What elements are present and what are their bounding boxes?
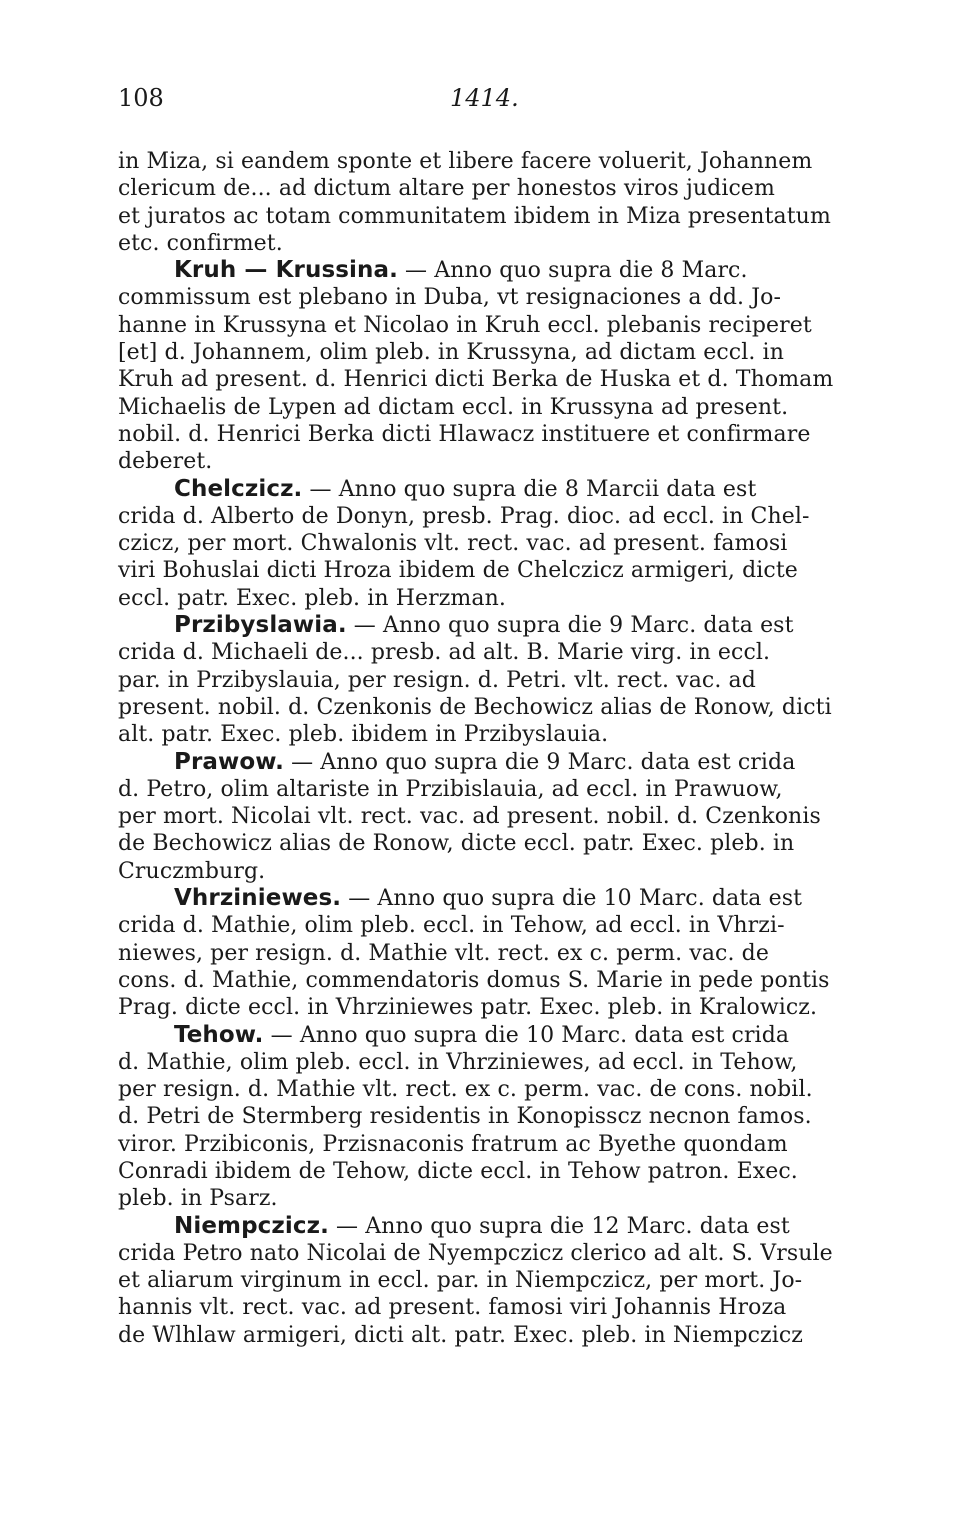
text-line [118,1322,830,1349]
text-line [118,585,830,612]
text-line [118,858,830,885]
line-text: et aliarum virginum in eccl. par. in Niempczicz, per mort. Jo- [118,1268,803,1294]
line-text: pleb. in Psarz. [118,1186,278,1212]
entry-heading-line [118,257,830,284]
entry-heading-line [118,749,830,776]
place-name-heading: Vhrziniewes. [174,885,342,912]
line-text: niewes, per resign. d. Mathie vlt. rect. ex c. perm. vac. de [118,940,769,966]
running-title-year: 1414. [450,84,519,112]
entry-heading-line [118,885,830,912]
text-line [118,1076,830,1103]
text-line [118,967,830,994]
text-line [118,694,830,721]
line-text: per mort. Nicolai vlt. rect. vac. ad present. nobil. d. Czenkonis [118,804,821,830]
line-text: Michaelis de Lypen ad dictam eccl. in Krussyna ad present. [118,394,789,420]
text-line [118,530,830,557]
entry-heading-line [118,612,830,639]
line-text: Kruh ad present. d. Henrici dicti Berka de Huska et d. Thomam [118,367,834,393]
line-text: — Anno quo supra die 9 Marc. data est crida [283,749,796,775]
text-line [118,776,830,803]
text-line [118,394,830,421]
text-line [118,721,830,748]
text-line [118,366,834,393]
line-text: czicz, per mort. Chwalonis vlt. rect. vac. ad present. famosi [118,531,788,557]
text-line [118,940,830,967]
text-line [118,1049,830,1076]
place-name-heading: Kruh — Krussina. [174,257,398,284]
line-text: d. Petro, olim altariste in Przibislauia, ad eccl. in Prawuow, [118,776,783,802]
line-text: cons. d. Mathie, commendatoris domus S. Marie in pede pontis [118,967,830,993]
line-text: d. Mathie, olim pleb. eccl. in Vhrziniewes, ad eccl. in Tehow, [118,1049,798,1075]
line-text: [et] d. Johannem, olim pleb. in Krussyna, ad dictam eccl. in [118,340,784,366]
line-text: — Anno quo supra die 10 Marc. data est crida [263,1022,790,1048]
line-text: crida Petro nato Nicolai de Nyempczicz clerico ad alt. S. Vrsule [118,1240,833,1266]
place-name-heading: Chelczicz. [174,475,303,502]
line-text: crida d. Mathie, olim pleb. eccl. in Tehow, ad eccl. in Vhrzi- [118,913,785,939]
line-text: commissum est plebano in Duba, vt resignaciones a dd. Jo- [118,285,782,311]
line-text: — Anno quo supra die 8 Marcii data est [302,476,757,502]
text-line [118,1240,833,1267]
text-line [118,830,830,857]
line-text: — Anno quo supra die 12 Marc. data est [328,1213,790,1239]
text-line [118,1294,830,1321]
line-text: — Anno quo supra die 8 Marc. [397,258,748,284]
line-text: Conradi ibidem de Tehow, dicte eccl. in Tehow patron. Exec. [118,1158,798,1184]
line-text: crida d. Alberto de Donyn, presb. Prag. dioc. ad eccl. in Chel- [118,503,810,529]
line-text: in Miza, si eandem sponte et libere facere voluerit, Johannem [118,149,813,174]
line-text: Prag. dicte eccl. in Vhrziniewes patr. Exec. pleb. in Kralowicz. [118,995,818,1021]
text-line [118,1185,830,1212]
text-line [118,503,830,530]
line-text: — Anno quo supra die 9 Marc. data est [346,613,794,639]
text-line [118,421,830,448]
line-text: per resign. d. Mathie vlt. rect. ex c. perm. vac. de cons. nobil. [118,1077,813,1103]
line-text: viri Bohuslai dicti Hroza ibidem de Chelczicz armigeri, dicte [118,558,798,584]
line-text: hannis vlt. rect. vac. ad present. famosi viri Johannis Hroza [118,1295,787,1321]
line-text: viror. Przibiconis, Przisnaconis fratrum ac Byethe quondam [118,1131,788,1157]
page-header [118,84,838,120]
text-line [118,639,830,666]
line-text: Cruczmburg. [118,858,266,884]
text-line [118,448,830,475]
entry-heading-line [118,1022,830,1049]
line-text: crida d. Michaeli de... presb. ad alt. B. Marie virg. in eccl. [118,640,771,666]
line-text: de Wlhlaw armigeri, dicti alt. patr. Exec. pleb. in Niempczicz [118,1322,803,1348]
place-name-heading: Przibyslawia. [174,612,347,639]
line-text: — Anno quo supra die 10 Marc. data est [341,886,803,912]
line-text: par. in Przibyslauia, per resign. d. Petri. vlt. rect. vac. ad [118,667,756,693]
text-line [118,230,830,257]
text-line [118,284,830,311]
text-line [118,148,830,175]
text-line [118,312,830,339]
text-line [118,175,830,202]
line-text: nobil. d. Henrici Berka dicti Hlawacz instituere et confirmare [118,421,811,447]
text-line [118,912,830,939]
text-line [118,803,830,830]
place-name-heading: Tehow. [174,1021,264,1048]
body-text [118,148,834,1349]
line-text: etc. confirmet. [118,230,283,256]
line-text: present. nobil. d. Czenkonis de Bechowicz alias de Ronow, dicti [118,694,832,720]
text-line [118,667,830,694]
line-text: d. Petri de Stermberg residentis in Konopisscz necnon famos. [118,1104,812,1130]
text-line [118,1131,830,1158]
line-text: deberet. [118,449,213,475]
entry-heading-line [118,1213,830,1240]
text-line [118,1267,830,1294]
line-text: de Bechowicz alias de Ronow, dicte eccl. patr. Exec. pleb. in [118,831,795,857]
line-text: hanne in Krussyna et Nicolao in Kruh eccl. plebanis reciperet [118,312,812,338]
entry-heading-line [118,476,830,503]
line-text: et juratos ac totam communitatem ibidem in Miza presentatum [118,203,831,229]
line-text: alt. patr. Exec. pleb. ibidem in Przibyslauia. [118,722,609,748]
text-line [118,1103,830,1130]
text-line [118,994,830,1021]
text-line [118,339,830,366]
text-line [118,557,830,584]
line-text: eccl. patr. Exec. pleb. in Herzman. [118,585,506,611]
place-name-heading: Niempczicz. [174,1212,329,1239]
page-number: 108 [118,84,164,112]
text-line [118,1158,830,1185]
place-name-heading: Prawow. [174,748,284,775]
line-text: clericum de... ad dictum altare per honestos viros judicem [118,176,775,202]
text-line [118,203,830,230]
